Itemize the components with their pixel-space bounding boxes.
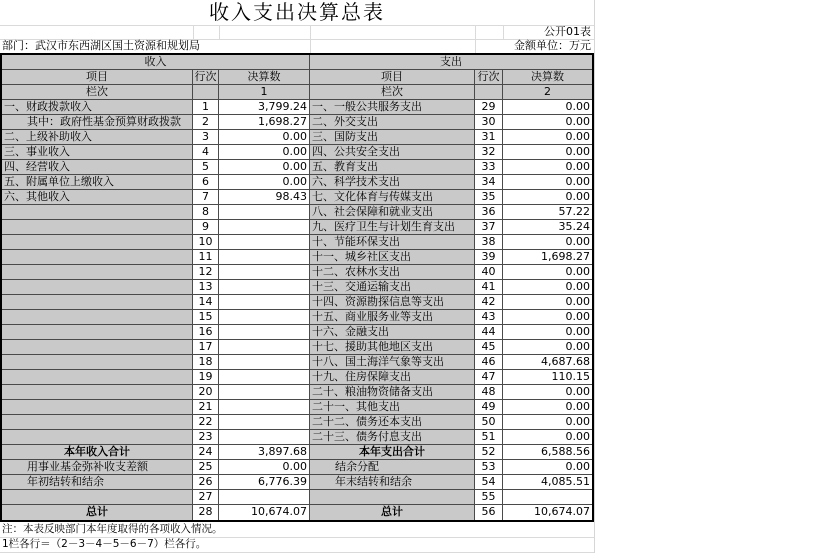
expense-line-no-cell: 29 bbox=[475, 100, 503, 115]
expense-item-cell: 十六、金融支出 bbox=[310, 325, 475, 340]
expense-line-no-cell: 35 bbox=[475, 190, 503, 205]
income-line-no-cell: 17 bbox=[193, 340, 219, 355]
income-amount-cell bbox=[219, 385, 310, 400]
expense-line-no-cell: 55 bbox=[475, 490, 503, 505]
income-item-cell: 用事业基金弥补收支差额 bbox=[2, 460, 193, 475]
expense-line-no-cell: 31 bbox=[475, 130, 503, 145]
expense-amount-cell bbox=[503, 490, 592, 505]
table-row bbox=[2, 355, 592, 370]
expense-amount-cell: 0.00 bbox=[503, 400, 592, 415]
gridline bbox=[193, 25, 194, 39]
table-row bbox=[2, 250, 592, 265]
expense-item-cell: 五、教育支出 bbox=[310, 160, 475, 175]
table-row bbox=[2, 160, 592, 175]
expense-amount-cell: 6,588.56 bbox=[503, 445, 592, 460]
table-row bbox=[2, 370, 592, 385]
header-expense-column-label: 栏次 bbox=[310, 85, 475, 100]
expense-item-cell: 二十二、债务还本支出 bbox=[310, 415, 475, 430]
income-line-no-cell: 13 bbox=[193, 280, 219, 295]
income-item-cell: 一、财政拨款收入 bbox=[2, 100, 193, 115]
expense-item-cell: 二十一、其他支出 bbox=[310, 400, 475, 415]
income-item-cell: 年初结转和结余 bbox=[2, 475, 193, 490]
expense-amount-cell: 0.00 bbox=[503, 100, 592, 115]
income-amount-cell: 0.00 bbox=[219, 160, 310, 175]
table-row bbox=[2, 415, 592, 430]
table-row bbox=[2, 445, 592, 460]
expense-item-cell bbox=[310, 490, 475, 505]
header-row-columns bbox=[2, 70, 592, 85]
expense-amount-cell: 0.00 bbox=[503, 115, 592, 130]
expense-amount-cell: 1,698.27 bbox=[503, 250, 592, 265]
note-2: 1栏各行＝（2－3－4－5－6－7）栏各行。 bbox=[2, 538, 207, 550]
income-line-no-cell: 18 bbox=[193, 355, 219, 370]
expense-item-cell: 十三、交通运输支出 bbox=[310, 280, 475, 295]
expense-item-cell: 三、国防支出 bbox=[310, 130, 475, 145]
expense-item-cell: 十一、城乡社区支出 bbox=[310, 250, 475, 265]
table-row bbox=[2, 295, 592, 310]
income-line-no-cell: 28 bbox=[193, 505, 219, 520]
expense-line-no-cell: 50 bbox=[475, 415, 503, 430]
income-amount-cell bbox=[219, 280, 310, 295]
expense-item-cell: 十八、国土海洋气象等支出 bbox=[310, 355, 475, 370]
income-amount-cell: 3,799.24 bbox=[219, 100, 310, 115]
header-expense-line-no: 行次 bbox=[475, 70, 503, 85]
gridline bbox=[310, 25, 311, 53]
expense-item-cell: 十五、商业服务业等支出 bbox=[310, 310, 475, 325]
income-item-cell bbox=[2, 430, 193, 445]
expense-item-cell: 十七、援助其他地区支出 bbox=[310, 340, 475, 355]
expense-amount-cell: 4,085.51 bbox=[503, 475, 592, 490]
income-amount-cell: 6,776.39 bbox=[219, 475, 310, 490]
expense-line-no-cell: 47 bbox=[475, 370, 503, 385]
income-expense-table bbox=[0, 53, 594, 522]
income-amount-cell bbox=[219, 250, 310, 265]
expense-line-no-cell: 30 bbox=[475, 115, 503, 130]
expense-item-cell: 九、医疗卫生与计划生育支出 bbox=[310, 220, 475, 235]
income-item-cell bbox=[2, 490, 193, 505]
income-line-no-cell: 22 bbox=[193, 415, 219, 430]
income-item-cell bbox=[2, 250, 193, 265]
expense-amount-cell: 0.00 bbox=[503, 265, 592, 280]
income-amount-cell bbox=[219, 355, 310, 370]
table-row bbox=[2, 505, 592, 520]
header-income-amount: 决算数 bbox=[219, 70, 310, 85]
income-item-cell: 四、经营收入 bbox=[2, 160, 193, 175]
income-line-no-cell: 5 bbox=[193, 160, 219, 175]
header-row-sections bbox=[2, 55, 592, 70]
table-row bbox=[2, 175, 592, 190]
expense-line-no-cell: 39 bbox=[475, 250, 503, 265]
header-expense-amount: 决算数 bbox=[503, 70, 592, 85]
expense-amount-cell: 0.00 bbox=[503, 340, 592, 355]
expense-line-no-cell: 36 bbox=[475, 205, 503, 220]
income-line-no-cell: 26 bbox=[193, 475, 219, 490]
expense-line-no-cell: 43 bbox=[475, 310, 503, 325]
income-item-cell: 二、上级补助收入 bbox=[2, 130, 193, 145]
table-row bbox=[2, 475, 592, 490]
expense-amount-cell: 0.00 bbox=[503, 235, 592, 250]
income-line-no-cell: 14 bbox=[193, 295, 219, 310]
expense-item-cell: 二十三、债务付息支出 bbox=[310, 430, 475, 445]
expense-amount-cell: 0.00 bbox=[503, 160, 592, 175]
expense-item-cell: 十四、资源勘探信息等支出 bbox=[310, 295, 475, 310]
header-income-line-no: 行次 bbox=[193, 70, 219, 85]
expense-amount-cell: 35.24 bbox=[503, 220, 592, 235]
income-amount-cell: 0.00 bbox=[219, 175, 310, 190]
expense-amount-cell: 0.00 bbox=[503, 190, 592, 205]
income-amount-cell bbox=[219, 235, 310, 250]
expense-amount-cell: 10,674.07 bbox=[534, 505, 590, 518]
expense-item-cell: 八、社会保障和就业支出 bbox=[310, 205, 475, 220]
income-amount-cell: 0.00 bbox=[219, 130, 310, 145]
table-row bbox=[2, 130, 592, 145]
header-income: 收入 bbox=[2, 55, 310, 70]
income-line-no-cell: 19 bbox=[193, 370, 219, 385]
income-amount-cell bbox=[219, 220, 310, 235]
income-amount-cell: 3,897.68 bbox=[219, 445, 310, 460]
income-item-cell bbox=[2, 310, 193, 325]
expense-item-cell: 总计 bbox=[310, 505, 475, 520]
income-line-no-cell: 1 bbox=[193, 100, 219, 115]
income-item-cell bbox=[2, 325, 193, 340]
expense-amount-cell: 57.22 bbox=[503, 205, 592, 220]
income-line-no-cell: 6 bbox=[193, 175, 219, 190]
table-row bbox=[2, 430, 592, 445]
income-item-cell bbox=[2, 280, 193, 295]
expense-line-no-cell: 49 bbox=[475, 400, 503, 415]
income-line-no-cell: 21 bbox=[193, 400, 219, 415]
form-code: 公开01表 bbox=[544, 25, 591, 38]
income-item-cell bbox=[2, 400, 193, 415]
expense-item-cell: 十九、住房保障支出 bbox=[310, 370, 475, 385]
header-expense-item: 项目 bbox=[310, 70, 475, 85]
expense-amount-cell: 0.00 bbox=[503, 325, 592, 340]
expense-line-no-cell: 52 bbox=[475, 445, 503, 460]
expense-amount-cell: 0.00 bbox=[503, 145, 592, 160]
income-line-no-cell: 11 bbox=[193, 250, 219, 265]
table-row bbox=[2, 325, 592, 340]
income-item-cell: 五、附属单位上缴收入 bbox=[2, 175, 193, 190]
income-amount-cell bbox=[219, 340, 310, 355]
expense-amount-cell: 0.00 bbox=[503, 310, 592, 325]
income-amount-cell: 98.43 bbox=[219, 190, 310, 205]
expense-amount-cell: 0.00 bbox=[503, 415, 592, 430]
income-amount-cell bbox=[219, 295, 310, 310]
unit-label: 金额单位：万元 bbox=[514, 39, 591, 52]
page-title: 收入支出决算总表 bbox=[209, 0, 385, 24]
expense-item-cell: 本年支出合计 bbox=[310, 445, 475, 460]
expense-line-no-cell: 33 bbox=[475, 160, 503, 175]
expense-line-no-cell: 38 bbox=[475, 235, 503, 250]
header-income-column-label: 栏次 bbox=[2, 85, 193, 100]
income-line-no-cell: 15 bbox=[193, 310, 219, 325]
expense-line-no-cell: 54 bbox=[475, 475, 503, 490]
gridline bbox=[219, 25, 220, 39]
expense-item-cell: 一、一般公共服务支出 bbox=[310, 100, 475, 115]
expense-amount-cell: 0.00 bbox=[503, 460, 592, 475]
income-amount-cell bbox=[219, 490, 310, 505]
income-line-no-cell: 7 bbox=[193, 190, 219, 205]
income-item-cell: 三、事业收入 bbox=[2, 145, 193, 160]
expense-line-no-cell: 32 bbox=[475, 145, 503, 160]
income-item-cell: 总计 bbox=[2, 505, 193, 520]
header-expense: 支出 bbox=[310, 55, 592, 70]
income-item-cell bbox=[2, 415, 193, 430]
expense-item-cell: 七、文化体育与传媒支出 bbox=[310, 190, 475, 205]
expense-line-no-cell: 37 bbox=[475, 220, 503, 235]
income-line-no-cell: 3 bbox=[193, 130, 219, 145]
expense-line-no-cell: 34 bbox=[475, 175, 503, 190]
table-row bbox=[2, 115, 592, 130]
expense-line-no-cell: 48 bbox=[475, 385, 503, 400]
table-row bbox=[2, 490, 592, 505]
expense-line-no-cell: 45 bbox=[475, 340, 503, 355]
expense-amount-cell: 0.00 bbox=[503, 130, 592, 145]
income-line-no-cell: 8 bbox=[193, 205, 219, 220]
expense-line-no-cell: 40 bbox=[475, 265, 503, 280]
table-row bbox=[2, 385, 592, 400]
expense-line-no-cell: 53 bbox=[475, 460, 503, 475]
header-income-column-blank bbox=[193, 85, 219, 100]
table-row bbox=[2, 310, 592, 325]
expense-amount-cell: 110.15 bbox=[503, 370, 592, 385]
header-income-item: 项目 bbox=[2, 70, 193, 85]
income-amount-cell bbox=[219, 400, 310, 415]
expense-amount-cell: 0.00 bbox=[503, 175, 592, 190]
table-row bbox=[2, 190, 592, 205]
income-line-no-cell: 16 bbox=[193, 325, 219, 340]
expense-line-no-cell: 41 bbox=[475, 280, 503, 295]
department-label: 部门：武汉市东西湖区国土资源和规划局 bbox=[2, 39, 200, 52]
income-amount-cell bbox=[219, 370, 310, 385]
income-amount-cell: 1,698.27 bbox=[219, 115, 310, 130]
income-item-cell bbox=[2, 235, 193, 250]
income-line-no-cell: 10 bbox=[193, 235, 219, 250]
income-line-no-cell: 24 bbox=[193, 445, 219, 460]
income-item-cell bbox=[2, 385, 193, 400]
table-row bbox=[2, 100, 592, 115]
income-item-cell bbox=[2, 295, 193, 310]
header-row-column-index bbox=[2, 85, 592, 100]
income-line-no-cell: 25 bbox=[193, 460, 219, 475]
income-item-cell: 六、其他收入 bbox=[2, 190, 193, 205]
income-item-cell: 本年收入合计 bbox=[2, 445, 193, 460]
expense-item-cell: 六、科学技术支出 bbox=[310, 175, 475, 190]
income-item-cell bbox=[2, 355, 193, 370]
expense-amount-cell: 0.00 bbox=[503, 385, 592, 400]
income-line-no-cell: 12 bbox=[193, 265, 219, 280]
expense-line-no-cell: 51 bbox=[475, 430, 503, 445]
table-row bbox=[2, 280, 592, 295]
income-amount-cell bbox=[219, 430, 310, 445]
income-amount-cell bbox=[219, 310, 310, 325]
note-1: 注：本表反映部门本年度取得的各项收入情况。 bbox=[2, 523, 223, 535]
expense-line-no-cell: 42 bbox=[475, 295, 503, 310]
expense-item-cell: 二十、粮油物资储备支出 bbox=[310, 385, 475, 400]
header-income-column-no: 1 bbox=[219, 85, 310, 100]
table-row bbox=[2, 265, 592, 280]
income-amount-cell: 0.00 bbox=[219, 460, 310, 475]
expense-line-no-cell: 44 bbox=[475, 325, 503, 340]
income-amount-cell bbox=[219, 415, 310, 430]
income-item-cell bbox=[2, 205, 193, 220]
income-line-no-cell: 9 bbox=[193, 220, 219, 235]
income-item-cell bbox=[2, 265, 193, 280]
expense-amount-cell: 4,687.68 bbox=[503, 355, 592, 370]
table-row bbox=[2, 220, 592, 235]
expense-item-cell: 十二、农林水支出 bbox=[310, 265, 475, 280]
expense-item-cell: 二、外交支出 bbox=[310, 115, 475, 130]
expense-item-cell: 结余分配 bbox=[310, 460, 475, 475]
table-row bbox=[2, 460, 592, 475]
expense-item-cell: 十、节能环保支出 bbox=[310, 235, 475, 250]
expense-amount-cell: 0.00 bbox=[503, 280, 592, 295]
header-expense-column-blank bbox=[475, 85, 503, 100]
income-amount-cell: 10,674.07 bbox=[219, 505, 310, 520]
expense-line-no-cell: 46 bbox=[475, 355, 503, 370]
expense-item-cell: 四、公共安全支出 bbox=[310, 145, 475, 160]
expense-amount-cell: 0.00 bbox=[503, 430, 592, 445]
income-amount-cell bbox=[219, 265, 310, 280]
income-amount-cell bbox=[219, 325, 310, 340]
income-item-cell: 其中：政府性基金预算财政拨款 bbox=[2, 115, 193, 130]
income-amount-cell bbox=[219, 205, 310, 220]
income-line-no-cell: 23 bbox=[193, 430, 219, 445]
table-row bbox=[2, 400, 592, 415]
income-line-no-cell: 20 bbox=[193, 385, 219, 400]
expense-line-no-cell: 56 bbox=[475, 505, 503, 520]
income-line-no-cell: 2 bbox=[193, 115, 219, 130]
income-item-cell bbox=[2, 370, 193, 385]
income-item-cell bbox=[2, 220, 193, 235]
expense-item-cell: 年末结转和结余 bbox=[310, 475, 475, 490]
header-expense-column-no: 2 bbox=[503, 85, 592, 100]
income-line-no-cell: 27 bbox=[193, 490, 219, 505]
table-row bbox=[2, 340, 592, 355]
expense-amount-cell: 0.00 bbox=[503, 295, 592, 310]
table-row bbox=[2, 145, 592, 160]
income-line-no-cell: 4 bbox=[193, 145, 219, 160]
table-row bbox=[2, 205, 592, 220]
income-item-cell bbox=[2, 340, 193, 355]
income-amount-cell: 0.00 bbox=[219, 145, 310, 160]
table-row bbox=[2, 235, 592, 250]
